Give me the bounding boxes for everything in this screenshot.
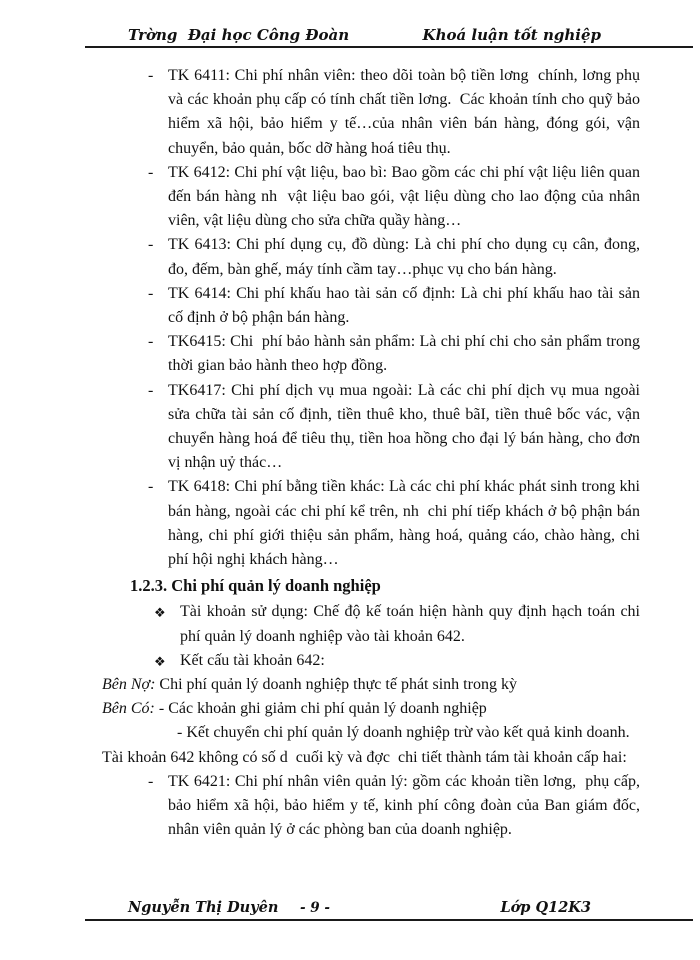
dash-bullet-icon: - [148, 381, 154, 399]
list-item-tk6418 [102, 475, 640, 572]
list-item-text: Tài khoản sử dụng: Chế độ kế toán hiện hành quy định hạch toán chi phí quản lý doanh nghiệp vào tài khoản 642. [180, 603, 640, 645]
list-item-text: TK 6414: Chi phí khấu hao tài sản cố định: Là chi phí khấu hao tài sản cố định ở bộ phận bán hàng. [168, 284, 640, 327]
page-number: - 9 - [300, 900, 330, 916]
dash-bullet-icon: - [148, 772, 154, 790]
page-header [85, 26, 693, 48]
document-body [102, 64, 640, 843]
list-item-tk6421 [102, 770, 640, 843]
ben-co-label: Bên Có: [102, 700, 155, 718]
diamond-item-ket-cau [102, 649, 640, 673]
dash-bullet-icon: - [148, 163, 154, 181]
diamond-bullet-icon: ❖ [154, 605, 166, 621]
dash-bullet-icon: - [148, 478, 154, 496]
list-item-text: TK 6413: Chi phí dụng cụ, đồ dùng: Là chi phí cho dụng cụ cân, đong, đo, đếm, bàn ghế, máy tính cầm tay…phục vụ cho bán hàng. [168, 236, 640, 278]
paragraph-ben-co [102, 697, 640, 721]
paragraph-ket-chuyen: - Kết chuyển chi phí quản lý doanh nghiệp trừ vào kết quả kinh doanh. [177, 724, 630, 742]
list-item-tk6411 [102, 64, 640, 161]
footer-class-label: Lớp Q12K3 [500, 899, 591, 916]
list-item-text: TK 6418: Chi phí bằng tiền khác: Là các chi phí khác phát sinh trong khi bán hàng, ngoài các chi phí kể trên, nh chi phí tiếp khách ở bộ phận bán hàng, chi phí giới thiệu sản phẩm, hàng hoá, quảng cáo, chào hàng, chi phí hội nghị khách hàng… [168, 478, 640, 569]
dash-bullet-icon: - [148, 333, 154, 351]
dash-bullet-icon: - [148, 236, 154, 254]
header-doc-type: Khoá luận tốt nghiệp [422, 26, 601, 44]
list-item-tk6414 [102, 282, 640, 330]
list-item-tk6417 [102, 379, 640, 476]
ben-no-text: Chi phí quản lý doanh nghiệp thực tế phát sinh trong kỳ [155, 676, 517, 694]
list-item-text: TK6417: Chi phí dịch vụ mua ngoài: Là các chi phí dịch vụ mua ngoài sửa chữa tài sản cố định, tiền thuê kho, thuê bãI, tiền thuê bốc vác, vận chuyển hàng hoá để tiêu thụ, tiền hoa hồng cho đại lý bán hàng, cho đơn vị nhận uỷ thác… [168, 381, 640, 472]
section-heading: 1.2.3. Chi phí quản lý doanh nghiệp [130, 576, 381, 596]
header-school-name: Trờng Đại học Công Đoàn [128, 26, 350, 44]
diamond-item-tai-khoan [102, 600, 640, 648]
dash-bullet-icon: - [148, 67, 154, 84]
list-item-tk6415 [102, 330, 640, 378]
list-item-tk6412 [102, 161, 640, 234]
list-item-tk6413 [102, 233, 640, 281]
paragraph-ben-no [102, 673, 640, 697]
page-footer [85, 899, 693, 921]
dash-bullet-icon: - [148, 284, 154, 302]
diamond-bullet-icon: ❖ [154, 653, 166, 669]
list-item-text: TK 6421: Chi phí nhân viên quản lý: gồm các khoản tiền lơng, phụ cấp, bảo hiểm xã hội, bảo hiểm y tế, kinh phí công đoàn của Ban giám đốc, nhân viên quản lý ở các phòng ban của doanh nghiệp. [168, 772, 640, 839]
paragraph-tai-khoan-642: Tài khoản 642 không có số d cuối kỳ và đợc chi tiết thành tám tài khoản cấp hai: [102, 748, 627, 766]
ben-no-label: Bên Nợ: [102, 676, 156, 694]
list-item-text: TK6415: Chi phí bảo hành sản phẩm: Là chi phí chi cho sản phẩm trong thời gian bảo hành theo hợp đồng. [168, 333, 640, 375]
list-item-text: Kết cấu tài khoản 642: [180, 651, 325, 669]
list-item-text: TK 6411: Chi phí nhân viên: theo dõi toàn bộ tiền lơng chính, lơng phụ và các khoản phụ cấp có tính chất tiền lơng. Các khoản tính cho quỹ bảo hiểm xã hội, bảo hiểm y tế…của nhân viên bán hàng, đóng gói, vận chuyển, bảo quản, bốc dỡ hàng hoá tiêu thụ. [168, 67, 640, 157]
footer-author-name: Nguyễn Thị Duyên [128, 899, 279, 916]
ben-co-text: - Các khoản ghi giảm chi phí quản lý doanh nghiệp [154, 700, 487, 718]
list-item-text: TK 6412: Chi phí vật liệu, bao bì: Bao gồm các chi phí vật liệu liên quan đến bán hàng nh vật liệu bao gói, vật liệu dùng cho lao động của nhân viên, vật liệu dùng cho sửa chữa quầy hàng… [168, 163, 640, 230]
